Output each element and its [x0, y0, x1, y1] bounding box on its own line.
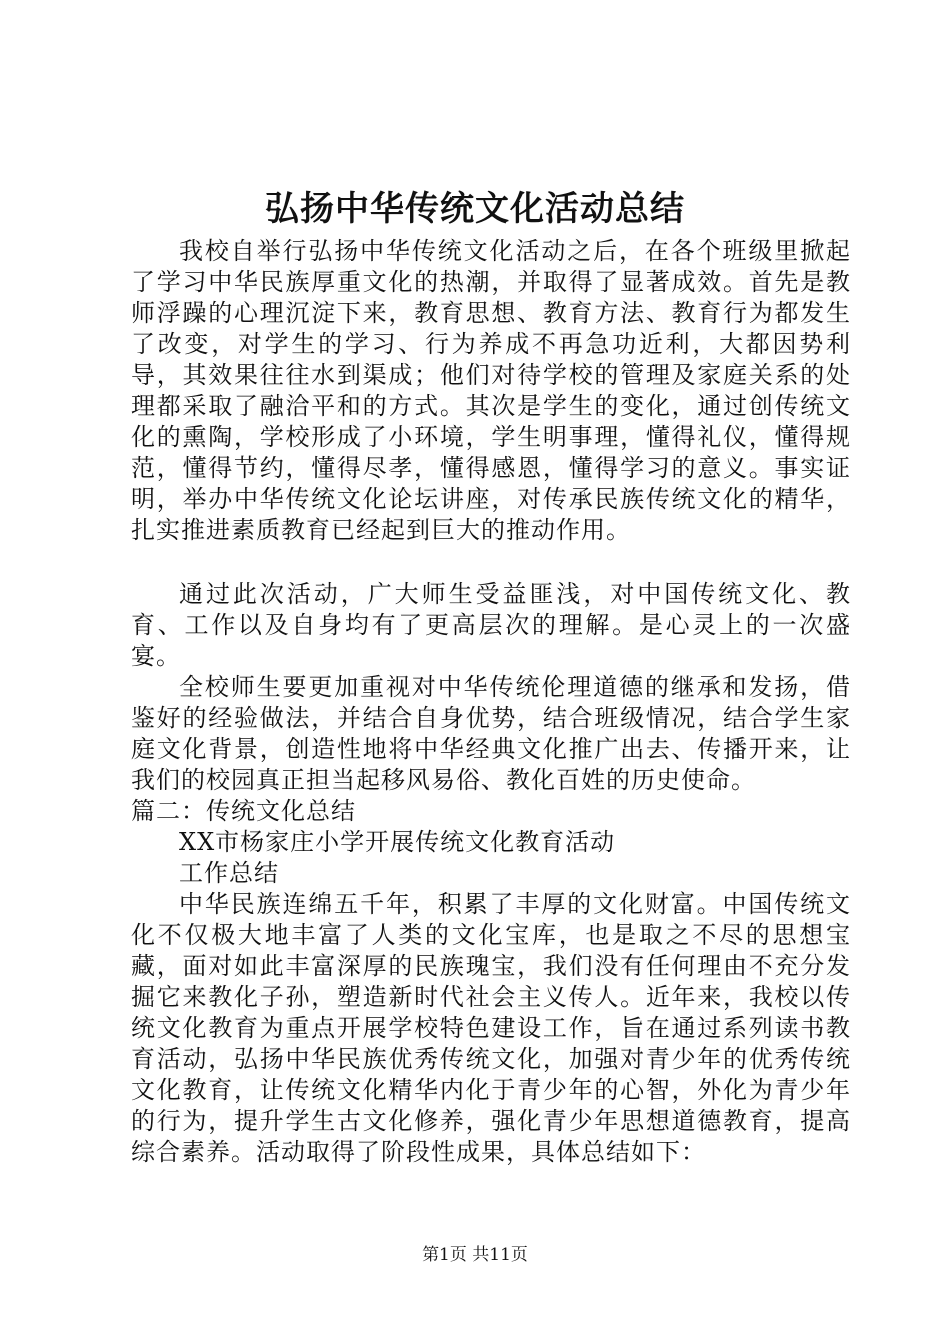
paragraph-4: 中华民族连绵五千年，积累了丰厚的文化财富。中国传统文化不仅极大地丰富了人类的文化宝库，也是取之不尽的思想宝藏，面对如此丰富深厚的民族瑰宝，我们没有任何理由不充分发掘它来教化子孙，塑造新时代社会主义传人。近年来，我校以传统文化教育为重点开展学校特色建设工作，旨在通过系列读书教育活动，弘扬中华民族优秀传统文化，加强对青少年的优秀传统文化教育，让传统文化精华内化于青少年的心智，外化为青少年的行为，提升学生古文化修养，强化青少年思想道德教育，提高综合素养。活动取得了阶段性成果，具体总结如下：: [131, 890, 851, 1166]
document-body: [131, 236, 851, 1168]
document-title: 弘扬中华传统文化活动总结: [265, 189, 685, 229]
paragraph-2: 通过此次活动，广大师生受益匪浅，对中国传统文化、教育、工作以及自身均有了更高层次的理解。是心灵上的一次盛宴。: [131, 580, 851, 670]
paragraph-3: 全校师生要更加重视对中华传统伦理道德的继承和发扬，借鉴好的经验做法，并结合自身优势，结合班级情况，结合学生家庭文化背景，创造性地将中华经典文化推广出去、传播开来，让我们的校园真正担当起移风易俗、教化百姓的历史使命。: [131, 673, 851, 794]
paragraph-gap: [131, 546, 851, 579]
page-number: 第1页 共11页: [422, 1245, 528, 1265]
subtitle-line-1: XX市杨家庄小学开展传统文化教育活动: [179, 828, 616, 856]
section-heading: 篇二：传统文化总结: [131, 797, 356, 825]
paragraph-1: 我校自举行弘扬中华传统文化活动之后，在各个班级里掀起了学习中华民族厚重文化的热潮，并取得了显著成效。首先是教师浮躁的心理沉淀下来，教育思想、教育方法、教育行为都发生了改变，对学生的学习、行为养成不再急功近利，大都因势利导，其效果往往水到渠成；他们对待学校的管理及家庭关系的处理都采取了融洽平和的方式。其次是学生的变化，通过创传统文化的熏陶，学校形成了小环境，学生明事理，懂得礼仪，懂得规范，懂得节约，懂得尽孝，懂得感恩，懂得学习的意义。事实证明，举办中华传统文化论坛讲座，对传承民族传统文化的精华，扎实推进素质教育已经起到巨大的推动作用。: [131, 237, 851, 544]
subtitle-line-2: 工作总结: [179, 859, 279, 887]
